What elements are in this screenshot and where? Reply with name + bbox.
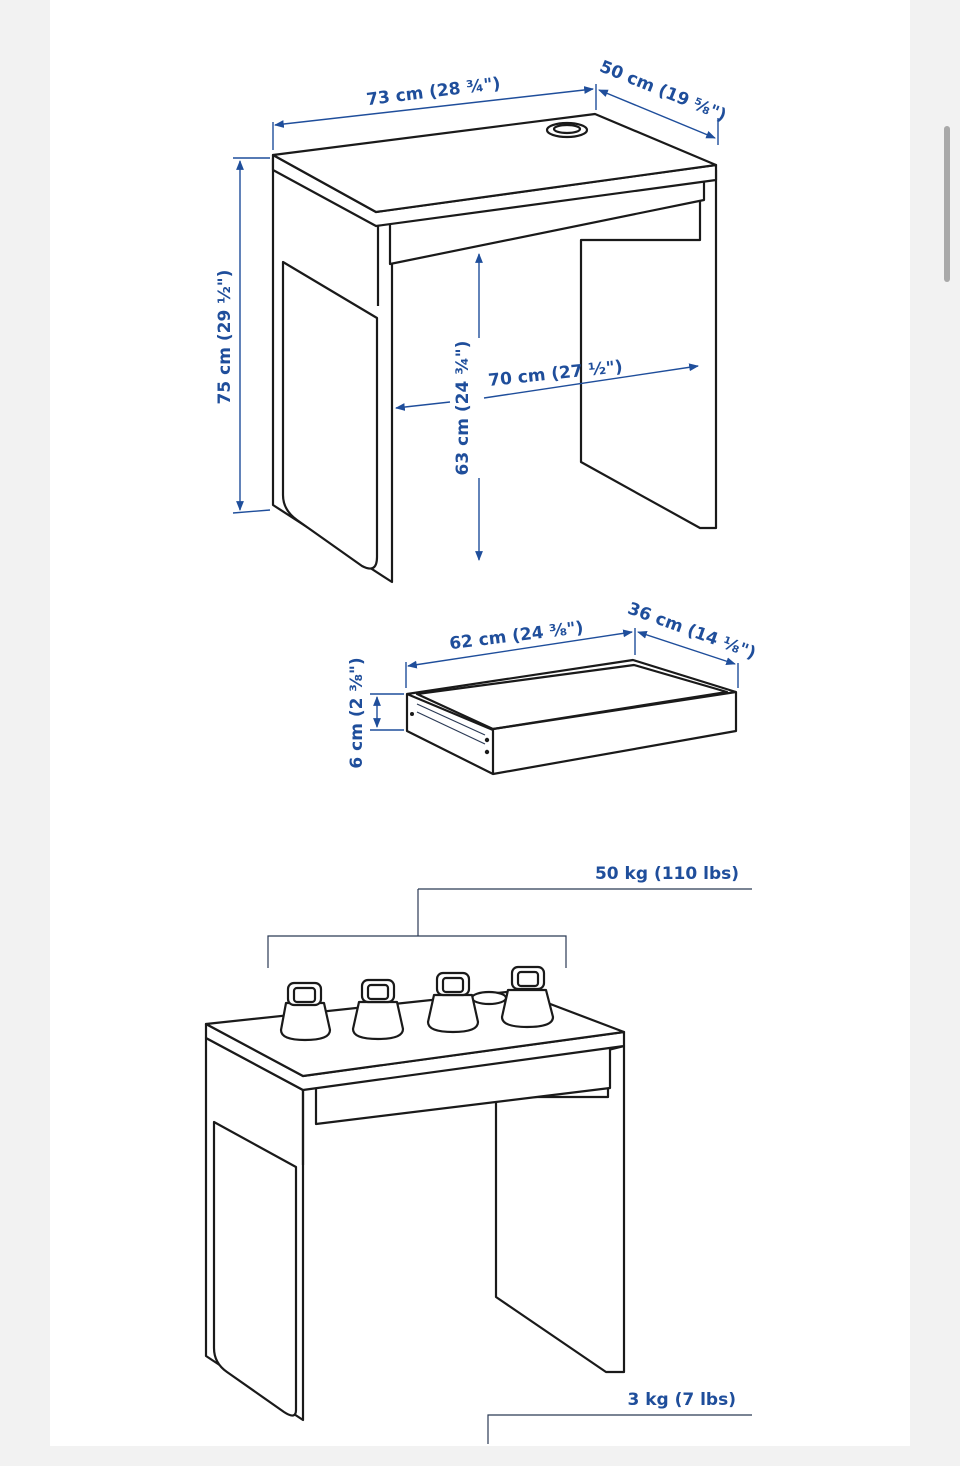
desk-width-label: 73 cm (28 ¾") xyxy=(365,73,502,111)
desk-depth-label: 50 cm (19 ⅝") xyxy=(596,56,730,126)
drawer-load-label: 3 kg (7 lbs) xyxy=(627,1390,736,1410)
desk-drawing xyxy=(273,114,716,582)
knee-width-label: 70 cm (27 ½") xyxy=(487,357,624,392)
weight-3 xyxy=(428,973,478,1032)
desk-height-label: 75 cm (29 ½") xyxy=(215,269,235,405)
load-desk-drawing xyxy=(206,991,624,1420)
dimension-illustration xyxy=(50,0,910,1446)
weight-1 xyxy=(281,983,330,1040)
tabletop-load-label: 50 kg (110 lbs) xyxy=(594,864,739,884)
drawer-drawing xyxy=(407,660,736,774)
drawer-height-label: 6 cm (2 ⅜") xyxy=(347,657,367,769)
weight-2 xyxy=(353,980,403,1039)
weight-4 xyxy=(502,967,553,1027)
drawer-depth-label: 36 cm (14 ⅛") xyxy=(624,598,759,664)
drawer-width-label: 62 cm (24 ⅜") xyxy=(448,617,585,655)
knee-height-label: 63 cm (24 ¾") xyxy=(453,340,473,476)
product-dimension-sheet xyxy=(50,0,910,1446)
scrollbar[interactable] xyxy=(944,126,950,282)
